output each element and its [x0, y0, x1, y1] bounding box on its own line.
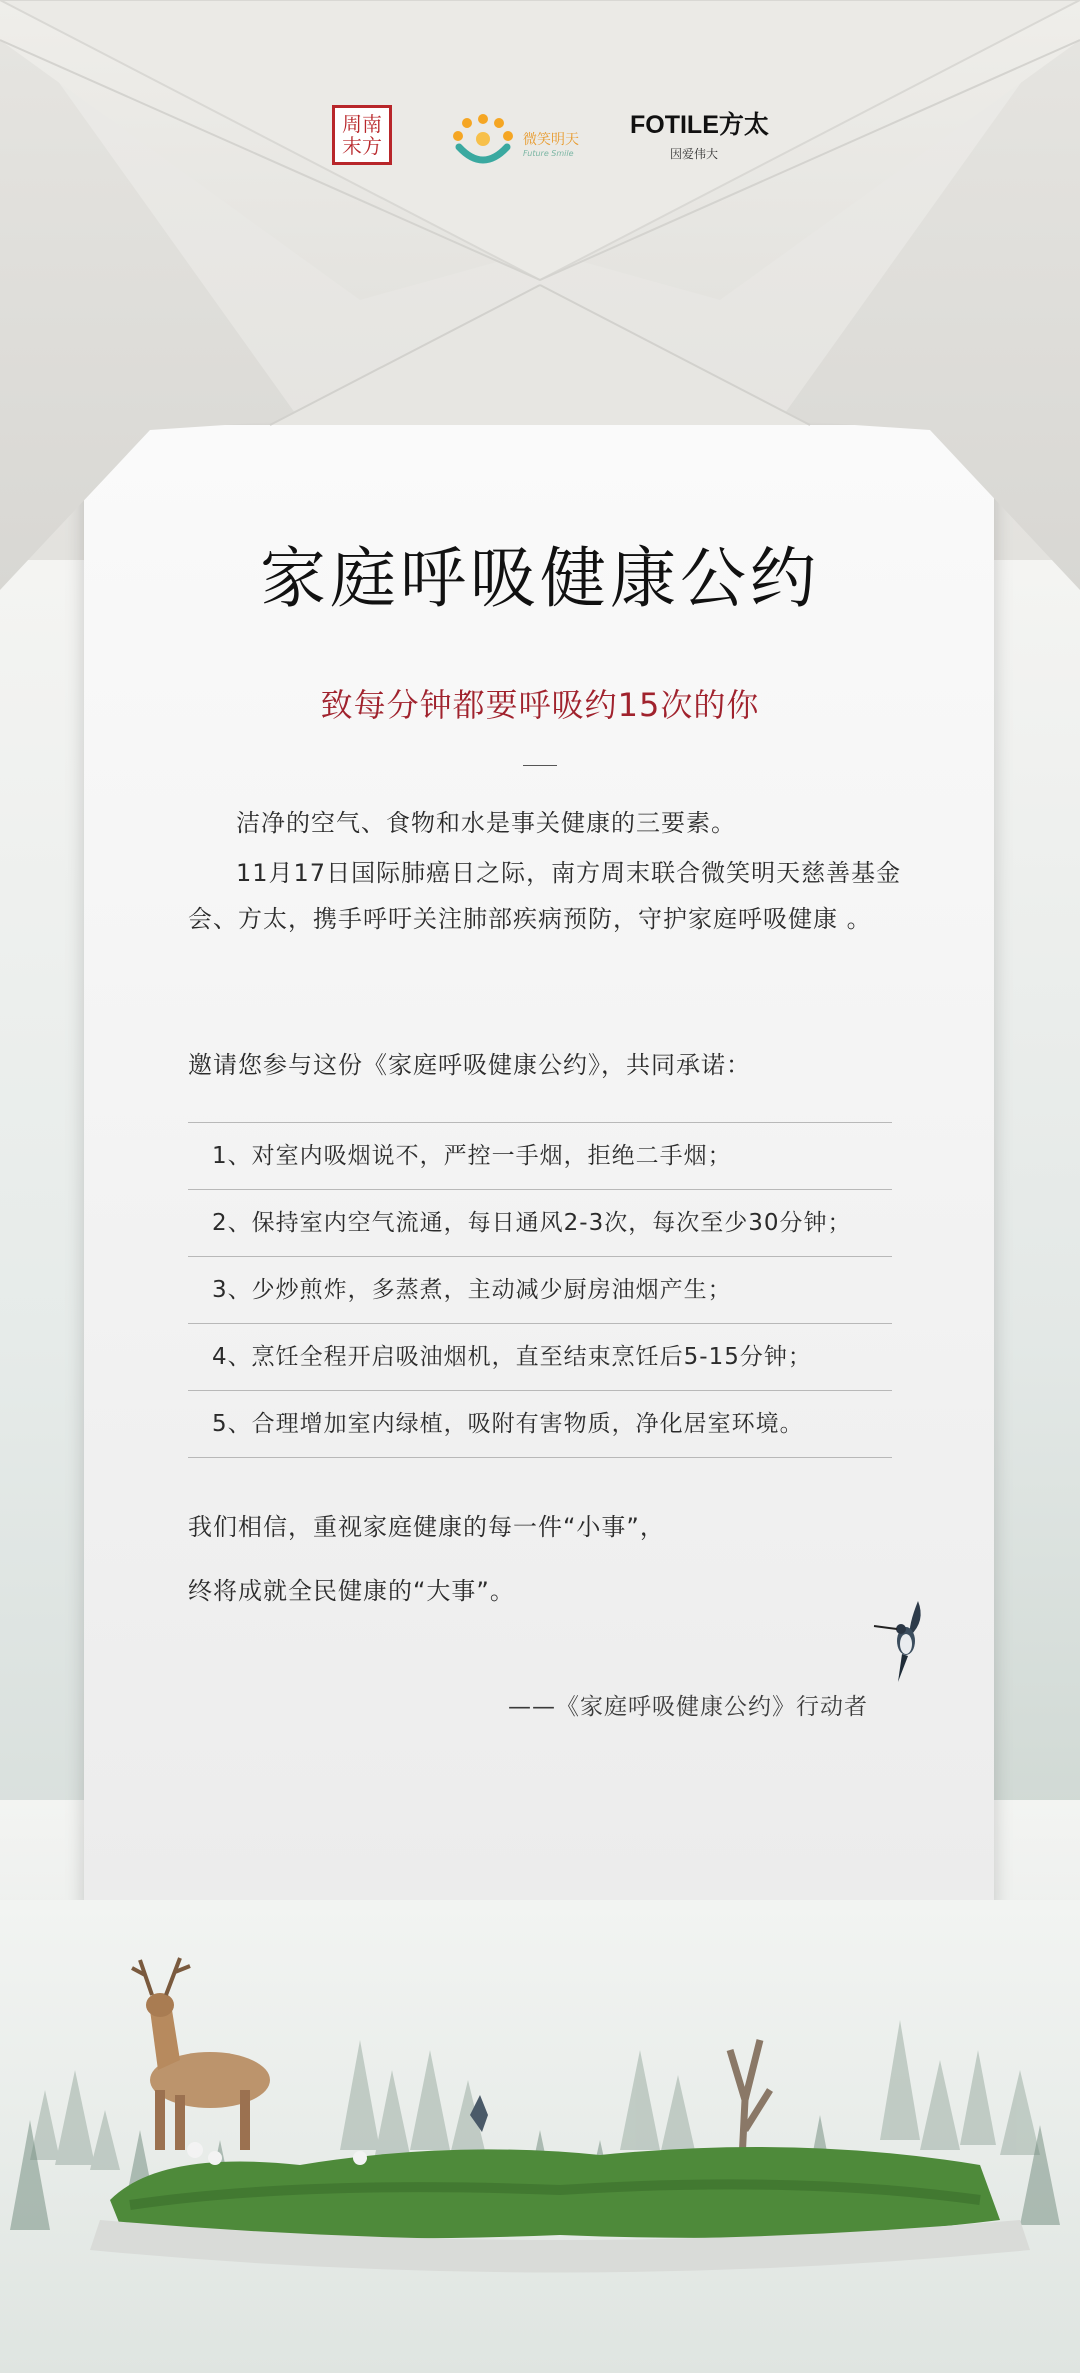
pledge-item: 4、烹饪全程开启吸油烟机，直至结束烹饪后5-15分钟；: [188, 1324, 892, 1391]
belief-line-1: 我们相信，重视家庭健康的每一件“小事”，: [188, 1513, 665, 1541]
pledge-item: 1、对室内吸烟说不，严控一手烟，拒绝二手烟；: [188, 1123, 892, 1190]
divider: [523, 765, 557, 766]
belief-statement: [188, 1495, 665, 1623]
invitation-text: 邀请您参与这份《家庭呼吸健康公约》，共同承诺：: [188, 1051, 751, 1079]
hummingbird-icon: [868, 1596, 938, 1686]
pledge-item: 2、保持室内空气流通，每日通风2-3次，每次至少30分钟；: [188, 1190, 892, 1257]
pledge-list: [188, 1122, 892, 1458]
pledge-item: 3、少炒煎炸，多蒸煮，主动减少厨房油烟产生；: [188, 1257, 892, 1324]
future-smile-logo: [445, 105, 595, 175]
envelope-flap: [0, 0, 1080, 600]
fotile-logo: [630, 105, 790, 165]
pledge-item: 5、合理增加室内绿植，吸附有害物质，净化居室环境。: [188, 1391, 892, 1458]
signature: ——《家庭呼吸健康公约》行动者: [508, 1694, 868, 1720]
forest-scenery: [0, 1900, 1080, 2373]
intro-paragraph-1: 洁净的空气、食物和水是事关健康的三要素。: [236, 809, 736, 837]
belief-line-2: 终将成就全民健康的“大事”。: [188, 1577, 515, 1605]
page-title: 家庭呼吸健康公约: [260, 540, 820, 617]
nanfang-zhoumo-seal-text: 周南末方: [342, 112, 382, 158]
fotile-slogan: 因爱伟大: [670, 147, 719, 161]
sun-icon: [445, 105, 521, 175]
nanfang-zhoumo-logo: [332, 105, 392, 165]
partner-logos: [0, 105, 1080, 185]
future-smile-name: 微笑明天: [523, 132, 579, 148]
future-smile-subtitle: Future Smile: [523, 149, 574, 158]
page-subtitle: 致每分钟都要呼吸约15次的你: [320, 686, 760, 724]
intro-paragraph-2: 11月17日国际肺癌日之际，南方周末联合微笑明天慈善基金会、方太，携手呼吁关注肺部疾病预防，守护家庭呼吸健康 。: [188, 859, 902, 933]
fotile-brand: FOTILE方太: [630, 111, 769, 139]
